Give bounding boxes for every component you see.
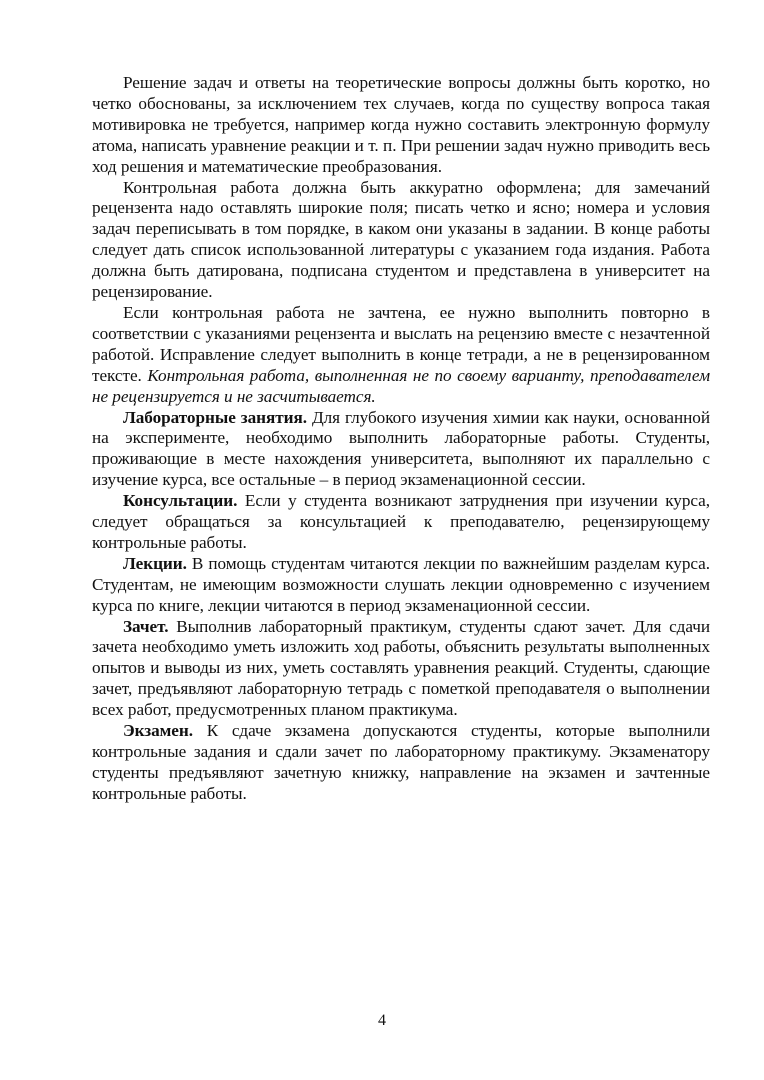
paragraph-text: Контрольная работа должна быть аккуратно оформлена; для замечаний рецензента надо оставлять широкие поля; писать четко и ясно; номера и условия задач переписывать в том порядке, в каком они указаны в задании. В конце работы следует дать список использованной литературы с указанием года издания. Работа должна быть датирована, подписана студентом и представлена в университет на рецензирование. bbox=[92, 177, 710, 302]
section-heading-lectures: Лекции. bbox=[123, 553, 187, 573]
document-page bbox=[92, 73, 710, 805]
section-heading-laboratory: Лабораторные занятия. bbox=[123, 407, 307, 427]
paragraph-credit bbox=[92, 617, 710, 722]
section-heading-consultations: Консультации. bbox=[123, 491, 238, 511]
page-number: 4 bbox=[378, 1012, 386, 1029]
italic-note: Контрольная работа, выполненная не по своему варианту, преподавателем не рецензируется и не засчитывается. bbox=[92, 365, 710, 406]
paragraph-answers-requirements bbox=[92, 73, 710, 178]
section-heading-exam: Экзамен. bbox=[123, 721, 193, 741]
paragraph-not-accepted-work bbox=[92, 303, 710, 408]
paragraph-text: В помощь студентам читаются лекции по важнейшим разделам курса. Студентам, не имеющим возможности слушать лекции одновременно с изучением курса по книге, лекции читаются в период экзаменационной сессии. bbox=[92, 553, 710, 615]
paragraph-work-formatting bbox=[92, 178, 710, 303]
paragraph-lectures bbox=[92, 554, 710, 617]
paragraph-text: К сдаче экзамена допускаются студенты, которые выполнили контрольные задания и сдали зачет по лабораторному практикуму. Экзаменатору студенты предъявляют зачетную книжку, направление на экзамен и зачтенные контрольные работы. bbox=[92, 721, 710, 803]
paragraph-text: Решение задач и ответы на теоретические вопросы должны быть коротко, но четко обоснованы, за исключением тех случаев, когда по существу вопроса такая мотивировка не требуется, например когда нужно составить электронную формулу атома, написать уравнение реакции и т. п. При решении задач нужно приводить весь ход решения и математические преобразования. bbox=[92, 73, 710, 176]
paragraph-laboratory-classes bbox=[92, 408, 710, 492]
paragraph-text: Для глубокого изучения химии как науки, основанной на эксперименте, необходимо выполнить лабораторные работы. Студенты, проживающие в месте нахождения университета, выполняют их параллельно с изучение курса, все остальные – в период экзаменационной сессии. bbox=[92, 407, 710, 490]
paragraph-text: Если у студента возникают затруднения при изучении курса, следует обращаться за консультацией к преподавателю, рецензирующему контрольные работы. bbox=[92, 491, 710, 552]
paragraph-consultations bbox=[92, 491, 710, 554]
section-heading-credit: Зачет. bbox=[123, 616, 169, 636]
paragraph-text: Выполнив лабораторный практикум, студенты сдают зачет. Для сдачи зачета необходимо уметь изложить ход работы, объяснить результаты выполненных опытов и выводы из них, уметь составлять уравнения реакций. Студенты, сдающие зачет, предъявляют лабораторную тетрадь с пометкой преподавателя о выполнении всех работ, предусмотренных планом практикума. bbox=[92, 616, 710, 720]
paragraph-text: Если контрольная работа не зачтена, ее нужно выполнить повторно в соответствии с указаниями рецензента и выслать на рецензию вместе с незачтенной работой. Исправление следует выполнить в конце тетради, а не в рецензированном тексте. bbox=[92, 302, 710, 385]
paragraph-exam bbox=[92, 721, 710, 805]
